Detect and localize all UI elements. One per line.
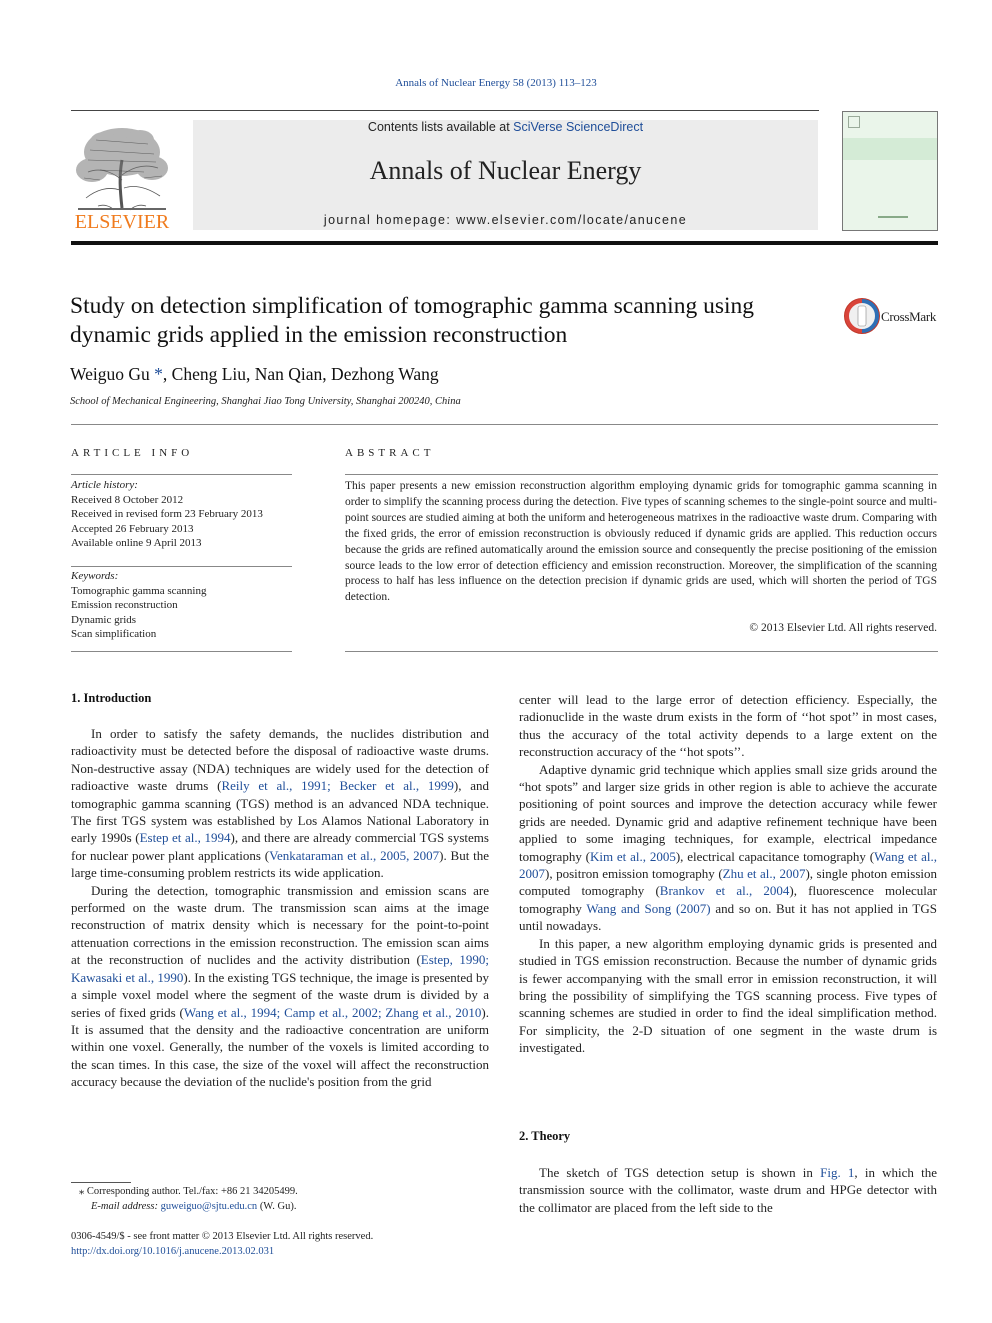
- corresponding-author-note: ⁎ Corresponding author. Tel./fax: +86 21 34205499.: [79, 1186, 298, 1197]
- intro-paragraph-2-continued: center will lead to the large error of detection efficiency. Especially, the radionuclide in the waste drum exists in the form of ‘‘hot spot’’ in most cases, thus the accuracy of the total activity depends to a large extent on the reconstruction accuracy of the ‘‘hot spots’’.: [519, 692, 937, 760]
- keywords-label: Keywords:: [71, 570, 119, 582]
- history-online: Available online 9 April 2013: [71, 537, 202, 549]
- info-rule: [71, 651, 292, 652]
- citation-link[interactable]: Wang et al., 1994; Camp et al., 2002; Zhang et al., 2010: [183, 1004, 482, 1020]
- elsevier-wordmark: ELSEVIER: [74, 211, 170, 233]
- keyword-item: Scan simplification: [71, 628, 157, 640]
- figure-link[interactable]: Fig. 1: [820, 1165, 855, 1180]
- header-rule: [71, 110, 819, 111]
- author-list: [70, 364, 439, 385]
- text-run: ), and there are already commercial TGS systems for nuclear power plant applications (: [71, 830, 489, 863]
- text-run: ), electrical capacitance tomography (: [675, 848, 875, 864]
- theory-paragraph-1: [519, 1164, 937, 1216]
- title-line-1: Study on detection simplification of tomographic gamma scanning using: [70, 293, 754, 319]
- issn-line: 0306-4549/$ - see front matter © 2013 Elsevier Ltd. All rights reserved.: [71, 1231, 374, 1242]
- history-accepted: Accepted 26 February 2013: [71, 522, 194, 535]
- info-rule: [71, 474, 292, 475]
- theory-column: [519, 1164, 937, 1216]
- text-run: During the detection, tomographic transmission and emission scans are performed on the waste drum. The transmission scan aims at the image reconstruction of matrix density which is necessary for the point-to-point attenuation corrections in the emission reconstruction. The emission scan aims at the reconstruction of nuclides and the activity distribution (: [71, 882, 489, 968]
- elsevier-tree-logo-icon: [70, 120, 174, 236]
- abstract-heading: ABSTRACT: [345, 447, 435, 459]
- doi-link[interactable]: http://dx.doi.org/10.1016/j.anucene.2013.02.031: [71, 1245, 275, 1257]
- text-run: Adaptive dynamic grid technique which applies small size grids around the “hot spots” and larger size grids in other region is able to achieve the accurate positioning of point sources and improve the detection accuracy while fewer grids are needed. Dynamic grid and adaptive refinement technique have been applied to some imaging techniques, for example, electrical impedance tomography (: [519, 761, 937, 864]
- footnote-rule: [71, 1182, 131, 1183]
- keyword-item: Dynamic grids: [71, 613, 137, 626]
- citation-link[interactable]: Zhu et al., 2007: [722, 866, 806, 882]
- text-run: ), fluorescence molecular tomography: [519, 883, 937, 916]
- keyword-item: Emission reconstruction: [71, 599, 178, 611]
- text-run: In order to satisfy the safety demands, the nuclides distribution and radioactivity must be detected before the disposal of radioactive waste drums. Non-destructive assay (NDA) techniques are widely used for the detection of radioactive waste drums (: [71, 726, 489, 794]
- abstract-rule: [345, 474, 938, 475]
- corresponding-author-link[interactable]: *: [154, 364, 163, 384]
- email-line: [71, 1200, 491, 1215]
- abstract-text: This paper presents a new emission reconstruction algorithm employing dynamic grids for tomographic gamma scanning in order to simplify the scanning process during the detection. Five types of scanning schemes to the single-point source and multi-point sources are studied aiming at both the uniform and heterogeneous matrixes in the radioactive waste drum. Comparing with the fixed grids, the error of emission reconstruction is obviously reduced if dynamic grids are applied. This reduction occurs because the grids are refined automatically around the emission source and consequently the precise positioning of the emission source leads to the low error of detection efficiency and emission reconstruction. Moreover, the simplification of the scanning process to half has less influence on the detection precision if dynamic grids are used, which will shorten the period of TGS detection.: [345, 480, 937, 604]
- affiliation-rule: [71, 424, 938, 425]
- text-run: ). But the large time-consuming problem restricts its wide application.: [71, 847, 489, 881]
- contents-line: [193, 120, 818, 134]
- body-column-right: [519, 691, 937, 1057]
- journal-title: Annals of Nuclear Energy: [369, 156, 642, 185]
- keyword-item: Tomographic gamma scanning: [71, 584, 207, 597]
- citation-link[interactable]: Estep et al., 1994: [139, 830, 231, 846]
- history-label: Article history:: [71, 479, 138, 491]
- issn-block: [71, 1230, 491, 1259]
- header-thick-rule: [71, 241, 938, 245]
- text-run: , in which the transmission source with the collimator, waste drum and HPGe detector with the collimator are placed from the left side to the: [519, 1165, 938, 1215]
- intro-paragraph-3: [519, 761, 937, 935]
- intro-paragraph-4: In this paper, a new algorithm employing dynamic grids is presented and studied in TGS emission reconstruction. Because the number of dynamic grids is fewer accompanying with the small error in emission reconstruction, it will bring the possibility of simplifying the TGS scanning process. Five types of scanning schemes are studied in order to find the ideal simplification method. For simplicity, the 2-D situation of one segment in the waste drum is investigated.: [519, 935, 937, 1056]
- text-run: ). In the existing TGS technique, the image is presented by a simple voxel model where the segment of the waste drum is divided by a series of fixed grids (: [71, 969, 489, 1020]
- section-heading-theory: 2. Theory: [519, 1129, 571, 1143]
- text-run: ). It is assumed that the density and the radioactive concentration are uniform within one voxel. Generally, the number of the voxels is limited according to the scan times. In this case, the size of the voxel will affect the reconstruction accuracy because the deviation of the nuclide's position from the grid: [71, 1004, 489, 1090]
- history-received: Received 8 October 2012: [71, 493, 184, 506]
- citation-link[interactable]: Estep, 1990; Kawasaki et al., 1990: [71, 952, 489, 985]
- abstract-copyright: © 2013 Elsevier Ltd. All rights reserved.: [749, 622, 937, 634]
- article-history: [71, 478, 292, 551]
- email-suffix: (W. Gu).: [259, 1200, 297, 1212]
- citation-link[interactable]: Brankov et al., 2004: [659, 883, 790, 899]
- corresponding-footnote: [71, 1185, 491, 1214]
- journal-homepage[interactable]: journal homepage: www.elsevier.com/locate/anucene: [323, 213, 688, 227]
- citation-link[interactable]: Reily et al., 1991; Becker et al., 1999: [221, 778, 454, 794]
- cover-band: [843, 138, 937, 160]
- text-run: and so on. But it has not applied in TGS until nowadays.: [519, 900, 937, 934]
- journal-citation[interactable]: Annals of Nuclear Energy 58 (2013) 113–123: [395, 77, 597, 89]
- title-line-2: dynamic grids applied in the emission reconstruction: [70, 322, 568, 348]
- text-run: ), and tomographic gamma scanning (TGS) method is an advanced NDA technique. The first TGS system was established by Los Alamos National Laboratory in early 1990s (: [71, 778, 489, 846]
- body-column-left: [71, 725, 489, 1091]
- article-info-heading: ARTICLE INFO: [71, 447, 194, 459]
- citation-link[interactable]: Wang et al., 2007: [519, 848, 937, 882]
- author-gu: Weiguo Gu: [70, 364, 150, 384]
- journal-cover-thumbnail: [842, 111, 938, 231]
- sciencedirect-link[interactable]: SciVerse ScienceDirect: [513, 120, 644, 134]
- affiliation: School of Mechanical Engineering, Shanghai Jiao Tong University, Shanghai 200240, China: [70, 396, 461, 407]
- crossmark-label[interactable]: CrossMark: [881, 309, 937, 324]
- intro-paragraph-2: [71, 882, 489, 1091]
- text-run: The sketch of TGS detection setup is shown in: [539, 1165, 821, 1180]
- info-rule: [71, 566, 292, 567]
- keywords: [71, 569, 292, 642]
- cover-line: [878, 216, 908, 218]
- section-heading-introduction: 1. Introduction: [71, 691, 152, 705]
- abstract-rule: [345, 651, 938, 652]
- text-run: ), positron emission tomography (: [545, 866, 723, 882]
- citation-link[interactable]: Wang and Song (2007): [586, 900, 711, 916]
- citation-link[interactable]: Kim et al., 2005: [589, 848, 676, 864]
- cover-logo-icon: [848, 116, 860, 128]
- history-revised: Received in revised form 23 February 2013: [71, 508, 263, 520]
- text-run: ), single photon emission computed tomography (: [519, 866, 937, 899]
- intro-paragraph-1: [71, 725, 489, 882]
- contents-prefix: Contents lists available at: [367, 120, 510, 134]
- email-label: E-mail address:: [91, 1200, 158, 1212]
- citation-link[interactable]: Venkataraman et al., 2005, 2007: [269, 847, 440, 863]
- email-link[interactable]: guweiguo@sjtu.edu.cn: [160, 1200, 258, 1212]
- other-authors: , Cheng Liu, Nan Qian, Dezhong Wang: [162, 364, 439, 384]
- paper-title: [70, 292, 830, 350]
